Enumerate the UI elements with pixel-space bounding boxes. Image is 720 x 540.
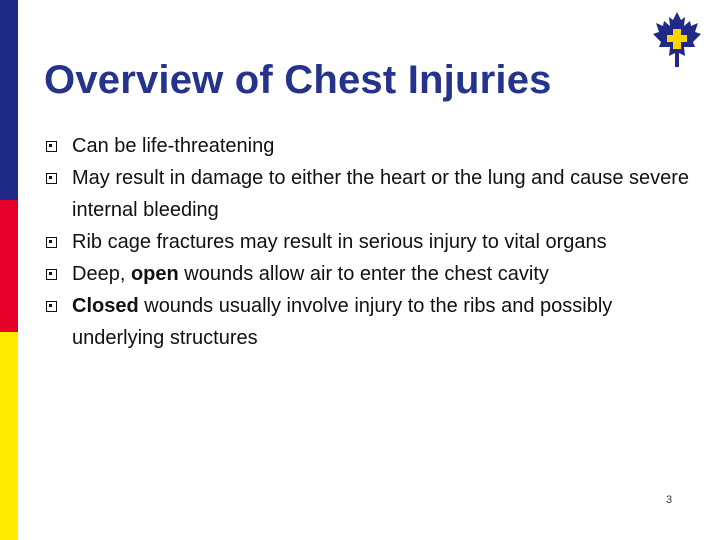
square-bullet-icon [46,301,57,312]
bullet-text: wounds allow air to enter the chest cavity [178,263,549,285]
bullet-text: Deep, [72,263,131,285]
bullet-text: Rib cage fractures may result in serious injury to vital organs [72,231,607,253]
bullet-text-bold: Closed [72,295,139,317]
side-bar-red [0,200,18,332]
bullet-item [44,162,694,226]
bullet-list [44,130,694,354]
slide-title: Overview of Chest Injuries [44,58,552,102]
bullet-item [44,290,694,354]
bullet-text: Can be life-threatening [72,135,275,157]
square-bullet-icon [46,141,57,152]
bullet-text: wounds usually involve injury to the ribs and possibly underlying structures [72,295,613,349]
bullet-item [44,258,694,290]
bullet-item [44,130,694,162]
side-bar-blue [0,0,18,200]
bullet-text-bold: open [130,263,179,285]
maple-leaf-cross-icon [652,12,702,68]
square-bullet-icon [46,173,57,184]
square-bullet-icon [46,237,57,248]
page-number: 3 [666,494,673,506]
side-bar-yellow [0,332,18,540]
bullet-item [44,226,694,258]
bullet-text: May result in damage to either the heart or the lung and cause severe internal bleeding [72,167,690,221]
square-bullet-icon [46,269,57,280]
